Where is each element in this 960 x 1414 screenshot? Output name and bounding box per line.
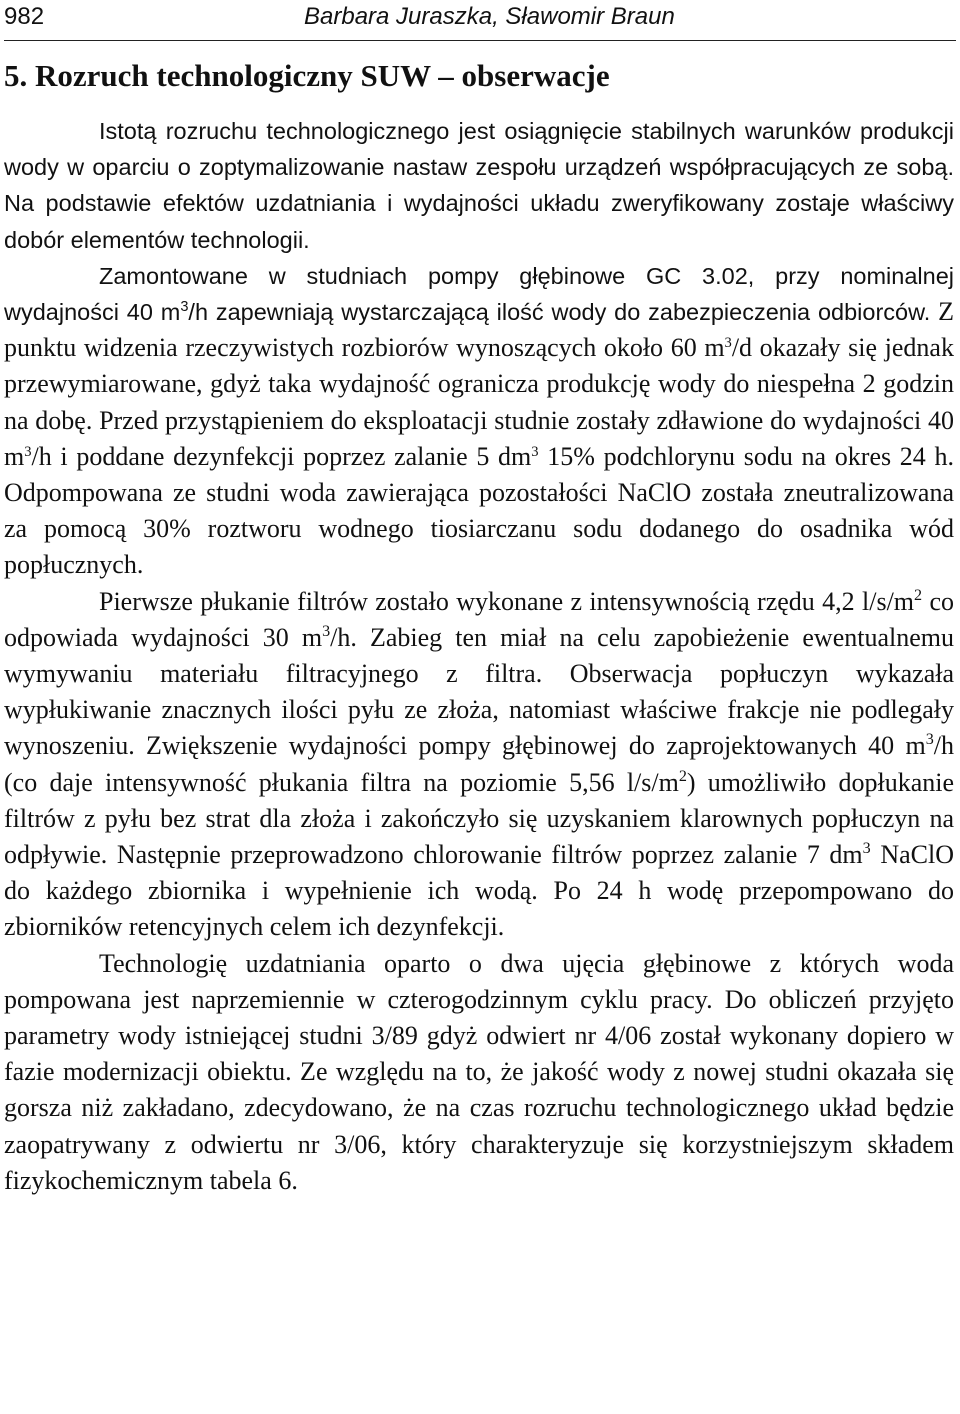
paragraph-2-part-c: Z punktu widzenia rzeczywistych rozbiorów wynoszących około 60 m: [4, 297, 954, 363]
page-number: 982: [4, 3, 45, 30]
paragraph-3-part-f: NaClO do każdego zbiornika i wypełnienie ich wodą. Po 24 h wodę przepompowano do zbiorników retencyjnych celem ich dezynfekcji.: [4, 840, 954, 942]
paragraph-3-part-b: co odpowiada wydajności 30 m: [4, 586, 954, 652]
superscript: 2: [678, 767, 687, 785]
superscript: 3: [862, 840, 871, 858]
body-text: [4, 113, 954, 1199]
superscript: 3: [24, 443, 32, 460]
paragraph-2-part-e: /h i poddane dezynfekcji poprzez zalanie 5 dm: [31, 441, 532, 471]
paragraph-4: [4, 946, 954, 1199]
superscript: 3: [531, 443, 539, 460]
paragraph-2-part-f: 15% podchlorynu sodu na okres 24 h. Odpompowana ze studni woda zawierająca pozostałości NaClO została zneutralizowana za pomocą 30% roztworu wodnego tiosiarczanu sodu dodanego do osadnika wód popłucznych.: [4, 441, 954, 580]
section-title: 5. Rozruch technologiczny SUW – obserwacje: [4, 58, 610, 93]
running-header: [4, 0, 956, 41]
paragraph-4-text: Technologię uzdatniania oparto o dwa ujęcia głębinowe z których woda pompowana jest naprzemiennie w czterogodzinnym cyklu pracy. Do obliczeń przyjęto parametry wody istniejącej studni 3/89 gdyż odwiert nr 4/06 został wykonany dopiero w fazie modernizacji obiektu. Ze względu na to, że jakość wody z nowej studni okazała się gorsza niż zakładano, zdecydowano, że na czas rozruchu technologicznego układ będzie zaopatrywany z odwiertu nr 3/06, który charakteryzuje się korzystniejszym składem fizykochemicznym tabela 6.: [4, 948, 954, 1195]
superscript: 2: [914, 586, 923, 604]
paragraph-3-part-d: /h (co daje intensywność płukania filtra na poziomie 5,56 l/s/m: [4, 731, 954, 797]
paragraph-1: [4, 113, 954, 258]
paragraph-3-part-c: /h. Zabieg ten miał na celu zapobieżenie ewentualnemu wymywaniu materiału filtracyjnego z filtra. Obserwacja popłuczyn wykazała wypłukiwanie znacznych ilości pyłu ze złoża, natomiast właściwe frakcje nie podlegały wynoszeniu. Zwiększenie wydajności pompy głębinowej do zaprojektowanych 40 m: [4, 622, 954, 761]
superscript: 3: [180, 298, 189, 315]
superscript: 3: [724, 335, 732, 352]
paragraph-3: [4, 584, 954, 946]
paragraph-3-part-e: ) umożliwiło dopłukanie filtrów z pyłu bez strat dla złoża i zakończyło się uzyskaniem klarownych popłuczyn na odpływie. Następnie przeprowadzono chlorowanie filtrów poprzez zalanie 7 dm: [4, 767, 954, 870]
superscript: 3: [322, 622, 331, 640]
paragraph-2-part-b: /h zapewniają wystarczającą ilość wody do zabezpieczenia odbiorców.: [188, 299, 931, 326]
paragraph-2: [4, 258, 954, 584]
superscript: 3: [925, 731, 934, 749]
paragraph-2-part-a: Zamontowane w studniach pompy głębinowe GC 3.02, przy nominalnej wydajności 40 m: [4, 262, 954, 326]
paragraph-2-part-d: /d okazały się jednak przewymiarowane, gdyż taka wydajność ogranicza produkcję wody do niespełna 2 godzin na dobę. Przed przystąpieniem do eksploatacji studnie zostały zdławione do wydajności 40 m: [4, 333, 954, 471]
paragraph-1-text: Istotą rozruchu technologicznego jest osiągnięcie stabilnych warunków produkcji wody w oparciu o zoptymalizowanie nastaw zespołu urządzeń współpracujących ze sobą. Na podstawie efektów uzdatniania i wydajności układu zweryfikowany zostaje właściwy dobór elementów technologii.: [4, 118, 954, 253]
paragraph-3-part-a: Pierwsze płukanie filtrów zostało wykonane z intensywnością rzędu 4,2 l/s/m: [99, 586, 915, 616]
header-authors: Barbara Juraszka, Sławomir Braun: [304, 3, 675, 30]
